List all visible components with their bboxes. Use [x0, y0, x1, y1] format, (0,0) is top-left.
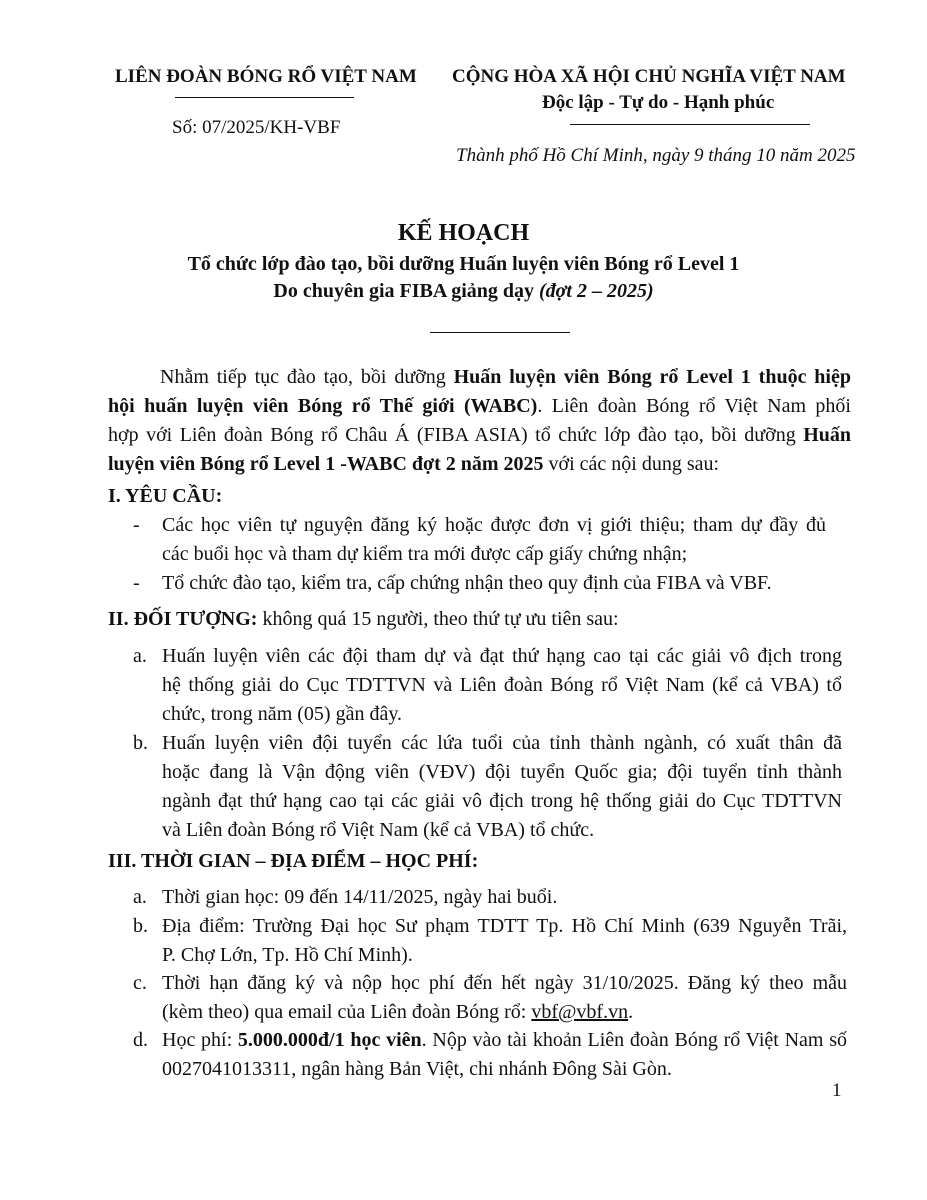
requirement-item-1-line2: các buổi học và tham dự kiểm tra mới được cấp giấy chứng nhận;	[162, 543, 688, 565]
bullet-marker: -	[133, 514, 140, 536]
motto-underline	[570, 124, 810, 125]
target-item-a-line2: hệ thống giải do Cục TDTTVN và Liên đoàn Bóng rổ Việt Nam (kể cả VBA) tổ	[162, 674, 842, 696]
organization-name: LIÊN ĐOÀN BÓNG RỔ VIỆT NAM	[115, 66, 417, 87]
target-item-a-line3: chức, trong năm (05) gần đây.	[162, 703, 403, 725]
subtitle-batch: (đợt 2 – 2025)	[539, 280, 654, 302]
target-item-b-line1: Huấn luyện viên đội tuyển các lứa tuổi của tỉnh thành ngành, có xuất thân đã	[162, 732, 842, 754]
requirement-item-2: Tổ chức đào tạo, kiểm tra, cấp chứng nhận theo quy định của FIBA và VBF.	[162, 572, 772, 594]
subtitle-plain: Do chuyên gia FIBA giảng dạy	[273, 280, 539, 302]
schedule-item-d	[162, 1026, 847, 1084]
target-item-b-line3: ngành đạt thứ hạng cao tại các giải vô địch trong hệ thống giải do Cục TDTTVN	[162, 790, 842, 812]
intro-line-1: Nhằm tiếp tục đào tạo, bồi dưỡng Huấn luyện viên Bóng rổ Level 1 thuộc hiệp	[160, 366, 851, 388]
schedule-item-c-line1: Thời hạn đăng ký và nộp học phí đến hết ngày 31/10/2025. Đăng ký theo mẫu	[162, 972, 847, 994]
section-2-heading	[108, 605, 619, 634]
section-3-heading: III. THỜI GIAN – ĐỊA ĐIỂM – HỌC PHÍ:	[108, 850, 479, 872]
national-motto: Độc lập - Tự do - Hạnh phúc	[542, 92, 775, 113]
document-number: Số: 07/2025/KH-VBF	[172, 117, 341, 138]
intro-line-4: luyện viên Bóng rổ Level 1 -WABC đợt 2 năm 2025 với các nội dung sau:	[108, 453, 720, 475]
place-and-date: Thành phố Hồ Chí Minh, ngày 9 tháng 10 năm 2025	[456, 145, 856, 166]
schedule-item-b	[162, 912, 847, 970]
section-2-subtitle: không quá 15 người, theo thứ tự ưu tiên sau:	[257, 608, 619, 630]
schedule-item-c	[162, 969, 847, 1027]
target-item-b-line2: hoặc đang là Vận động viên (VĐV) đội tuyển Quốc gia; đội tuyển tỉnh thành	[162, 761, 842, 783]
intro-paragraph	[108, 363, 851, 479]
intro-line-3: hợp với Liên đoàn Bóng rổ Châu Á (FIBA ASIA) tổ chức lớp đào tạo, bồi dưỡng Huấn	[108, 424, 851, 446]
list-marker: c.	[133, 972, 147, 994]
list-marker: a.	[133, 886, 147, 908]
requirement-item-1-line1: Các học viên tự nguyện đăng ký hoặc được đơn vị giới thiệu; tham dự đầy đủ	[162, 514, 826, 536]
schedule-item-d-line1: Học phí: 5.000.000đ/1 học viên. Nộp vào tài khoản Liên đoàn Bóng rổ Việt Nam số	[162, 1029, 847, 1051]
schedule-item-b-line2: P. Chợ Lớn, Tp. Hồ Chí Minh).	[162, 944, 413, 966]
section-2-title: II. ĐỐI TƯỢNG:	[108, 608, 258, 630]
schedule-item-a: Thời gian học: 09 đến 14/11/2025, ngày hai buổi.	[162, 886, 558, 908]
section-1-heading: I. YÊU CẦU:	[108, 485, 223, 507]
list-marker: b.	[133, 915, 148, 937]
target-item-a-line1: Huấn luyện viên các đội tham dự và đạt thứ hạng cao tại các giải vô địch trong	[162, 645, 842, 667]
tuition-fee: 5.000.000đ/1 học viên	[237, 1029, 422, 1051]
schedule-item-d-line2: 0027041013311, ngân hàng Bản Việt, chi nhánh Đông Sài Gòn.	[162, 1058, 672, 1080]
target-item-b-line4: và Liên đoàn Bóng rổ Việt Nam (kể cả VBA) tổ chức.	[162, 819, 595, 841]
target-item-a	[162, 642, 842, 729]
list-marker: a.	[133, 645, 147, 667]
bullet-marker: -	[133, 572, 140, 594]
document-subtitle-line1: Tổ chức lớp đào tạo, bồi dưỡng Huấn luyện viên Bóng rổ Level 1	[187, 253, 740, 275]
page-number: 1	[832, 1080, 842, 1101]
list-marker: d.	[133, 1029, 148, 1051]
document-subtitle-line2	[0, 280, 927, 303]
email-link[interactable]: vbf@vbf.vn	[531, 1001, 629, 1023]
list-marker: b.	[133, 732, 148, 754]
schedule-item-b-line1: Địa điểm: Trường Đại học Sư phạm TDTT Tp. Hồ Chí Minh (639 Nguyễn Trãi,	[162, 915, 847, 937]
target-item-b	[162, 729, 842, 845]
organization-underline	[175, 97, 354, 98]
document-title: KẾ HOẠCH	[397, 220, 530, 246]
nation-title: CỘNG HÒA XÃ HỘI CHỦ NGHĨA VIỆT NAM	[452, 66, 846, 87]
requirement-item-1	[162, 511, 851, 569]
title-underline	[430, 332, 570, 333]
schedule-item-c-line2: (kèm theo) qua email của Liên đoàn Bóng rổ: vbf@vbf.vn.	[162, 1001, 634, 1023]
intro-line-2: hội huấn luyện viên Bóng rổ Thế giới (WABC). Liên đoàn Bóng rổ Việt Nam phối	[108, 395, 851, 417]
